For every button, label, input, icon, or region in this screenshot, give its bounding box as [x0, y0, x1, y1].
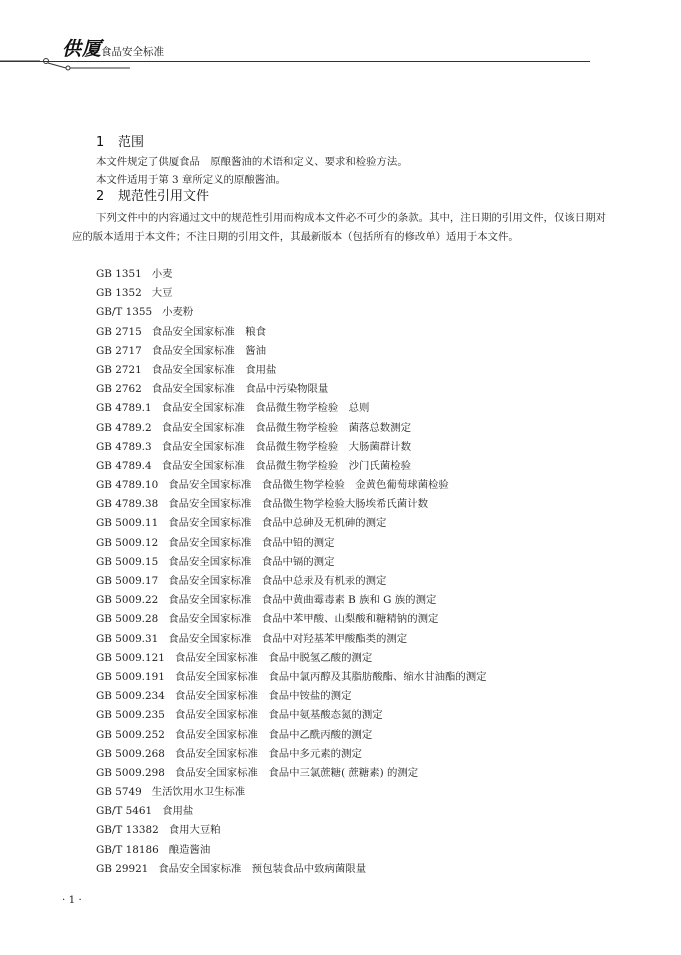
reference-title: 食品安全国家标准 食品中氨基酸态氮的测定 — [174, 709, 383, 722]
section-1-number: 1 — [96, 135, 105, 150]
section-2-number: 2 — [96, 189, 105, 204]
reference-item — [96, 303, 616, 322]
reference-code: GB 2762 — [96, 383, 142, 396]
reference-item — [96, 342, 616, 361]
reference-title: 食品安全国家标准 食品中总汞及有机汞的测定 — [168, 575, 387, 587]
reference-item — [96, 495, 616, 514]
reference-title: 食品安全国家标准 食品中污染物限量 — [151, 383, 329, 396]
reference-title: 食品安全国家标准 食品中三氯蔗糖( 蔗糖素) 的测定 — [174, 766, 419, 779]
reference-code: GB 5009.235 — [96, 709, 165, 722]
reference-title: 食品安全国家标准 食品微生物学检验 总则 — [161, 402, 370, 415]
section-1-heading — [96, 131, 144, 150]
reference-item — [96, 476, 616, 495]
reference-code: GB 5009.191 — [96, 670, 165, 683]
reference-code: GB 5009.17 — [96, 575, 159, 587]
reference-title: 食品安全国家标准 酱油 — [151, 344, 266, 357]
reference-item — [96, 802, 616, 821]
reference-code: GB/T 18186 — [96, 843, 159, 856]
reference-title: 食品安全国家标准 食品中乙酰丙酸的测定 — [174, 728, 373, 741]
reference-item — [96, 323, 616, 342]
reference-code: GB/T 13382 — [96, 824, 159, 837]
reference-code: GB 5009.121 — [96, 651, 165, 664]
page-number: · 1 · — [62, 894, 82, 906]
reference-code: GB 2717 — [96, 344, 142, 357]
reference-code: GB 2721 — [96, 363, 142, 376]
reference-item — [96, 572, 616, 591]
reference-code: GB 4789.2 — [96, 421, 152, 434]
reference-code: GB 5009.12 — [96, 536, 159, 549]
reference-code: GB 2715 — [96, 325, 142, 338]
reference-code: GB 1351 — [96, 268, 142, 280]
reference-title: 食品安全国家标准 食品中苯甲酸、山梨酸和糖精钠的测定 — [168, 613, 439, 626]
page-header — [0, 0, 681, 80]
section-1-line-1: 本文件规定了供厦食品 原酿酱油的术语和定义、要求和检验方法。 — [96, 156, 408, 168]
reference-item — [96, 821, 616, 840]
reference-code: GB 5749 — [96, 786, 142, 799]
reference-title: 食品安全国家标准 食品微生物学检验 金黄色葡萄球菌检验 — [168, 479, 449, 492]
reference-item — [96, 419, 616, 438]
reference-title: 食品安全国家标准 食品中铅的测定 — [168, 536, 335, 549]
reference-item — [96, 438, 616, 457]
reference-code: GB 4789.38 — [96, 498, 159, 511]
reference-title: 食品安全国家标准 食品中氯丙醇及其脂肪酸酯、缩水甘油酯的测定 — [174, 670, 487, 683]
reference-list — [96, 265, 616, 879]
reference-code: GB 5009.252 — [96, 728, 165, 741]
reference-title: 食品安全国家标准 食品中脱氢乙酸的测定 — [174, 651, 373, 664]
brand-logo: 供厦 — [62, 38, 103, 60]
reference-code: GB 4789.4 — [96, 459, 152, 472]
reference-item — [96, 610, 616, 629]
section-1-line-2: 本文件适用于第 3 章所定义的原酿酱油。 — [96, 174, 286, 186]
reference-title: 食品安全国家标准 食品中多元素的测定 — [174, 747, 362, 760]
reference-title: 食品安全国家标准 食品微生物学检验 菌落总数测定 — [161, 421, 411, 434]
reference-title: 酿造酱油 — [168, 843, 211, 856]
reference-item — [96, 534, 616, 553]
reference-code: GB 5009.31 — [96, 632, 159, 645]
reference-item — [96, 706, 616, 725]
reference-code: GB 5009.234 — [96, 690, 165, 703]
reference-code: GB 5009.28 — [96, 613, 159, 626]
reference-code: GB 4789.3 — [96, 440, 152, 453]
header-title: 食品安全标准 — [101, 46, 164, 58]
reference-item — [96, 457, 616, 476]
reference-title: 小麦粉 — [162, 306, 194, 319]
reference-item — [96, 745, 616, 764]
reference-item — [96, 783, 616, 802]
reference-code: GB 4789.10 — [96, 479, 159, 492]
reference-item — [96, 284, 616, 303]
reference-item — [96, 591, 616, 610]
reference-title: 食品安全国家标准 食品微生物学检验 沙门氏菌检验 — [161, 459, 411, 472]
reference-title: 食品安全国家标准 预包装食品中致病菌限量 — [158, 862, 367, 875]
reference-item — [96, 514, 616, 533]
header-decoration-icon — [0, 56, 160, 72]
reference-item — [96, 860, 616, 879]
reference-item — [96, 361, 616, 380]
reference-item — [96, 764, 616, 783]
reference-item — [96, 265, 616, 284]
reference-title: 小麦 — [151, 268, 173, 280]
reference-item — [96, 668, 616, 687]
reference-title: 食品安全国家标准 食品微生物学检验大肠埃希氏菌计数 — [168, 498, 428, 511]
reference-title: 食品安全国家标准 食品中镉的测定 — [168, 555, 335, 568]
reference-code: GB 29921 — [96, 862, 149, 875]
section-1-title: 范围 — [118, 135, 145, 150]
reference-item — [96, 649, 616, 668]
reference-title: 食品安全国家标准 食品中黄曲霉毒素 B 族和 G 族的测定 — [168, 594, 437, 607]
reference-code: GB 5009.15 — [96, 555, 159, 568]
reference-item — [96, 687, 616, 706]
reference-title: 食品安全国家标准 食品中对羟基苯甲酸酯类的测定 — [168, 632, 408, 645]
reference-code: GB 4789.1 — [96, 402, 152, 415]
section-2-intro: 下列文件中的内容通过文中的规范性引用而构成本文件必不可少的条款。其中，注日期的引用文件，仅该日期对应的版本适用于本文件；不注日期的引用文件，其最新版本（包括所有的修改单）适用于本文件。 — [72, 212, 606, 243]
reference-code: GB 1352 — [96, 287, 142, 300]
reference-item — [96, 380, 616, 399]
reference-item — [96, 399, 616, 418]
reference-title: 食品安全国家标准 食品微生物学检验 大肠菌群计数 — [161, 440, 411, 453]
header-rule — [0, 61, 590, 62]
reference-code: GB 5009.298 — [96, 766, 165, 779]
reference-title: 食品安全国家标准 食品中总砷及无机砷的测定 — [168, 517, 387, 530]
reference-code: GB/T 1355 — [96, 306, 153, 319]
reference-item — [96, 553, 616, 572]
reference-title: 生活饮用水卫生标准 — [151, 786, 246, 799]
section-2-title: 规范性引用文件 — [118, 189, 210, 204]
reference-title: 大豆 — [151, 287, 173, 300]
reference-title: 食用盐 — [162, 805, 194, 818]
reference-title: 食品安全国家标准 食品中铵盐的测定 — [174, 690, 352, 703]
reference-title: 食品安全国家标准 粮食 — [151, 325, 266, 338]
reference-item — [96, 726, 616, 745]
reference-code: GB/T 5461 — [96, 805, 153, 818]
reference-code: GB 5009.11 — [96, 517, 159, 530]
reference-item — [96, 841, 616, 860]
reference-item — [96, 630, 616, 649]
reference-code: GB 5009.22 — [96, 594, 159, 607]
reference-code: GB 5009.268 — [96, 747, 165, 760]
reference-title: 食品安全国家标准 食用盐 — [151, 363, 277, 376]
section-2-heading — [96, 185, 209, 204]
reference-title: 食用大豆粕 — [168, 824, 221, 837]
